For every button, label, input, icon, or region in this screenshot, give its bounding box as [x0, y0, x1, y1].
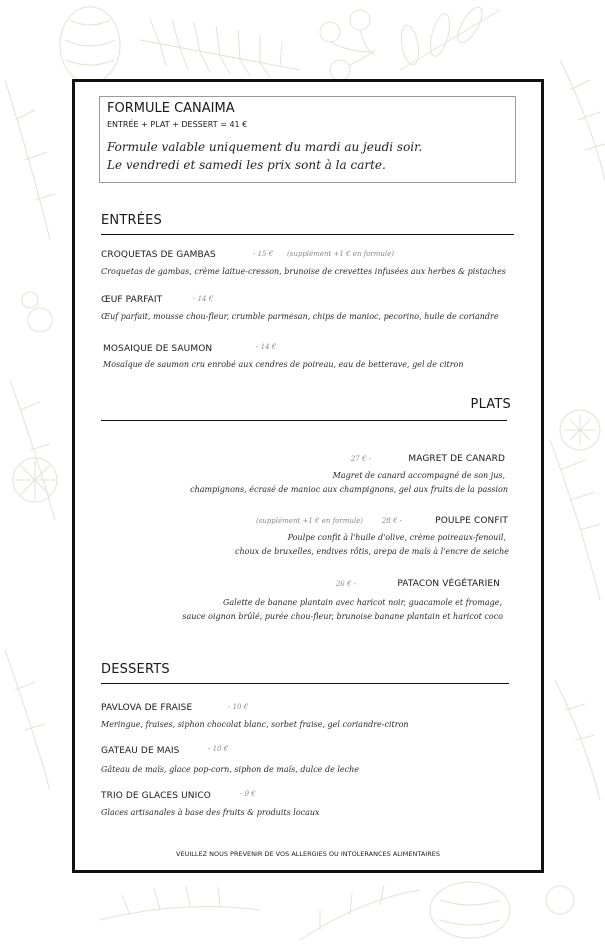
item-name: TRIO DE GLACES UNICO	[101, 791, 211, 801]
pinecone-icon	[60, 7, 120, 83]
item-price: - 9 €	[240, 790, 256, 798]
formule-title: FORMULE CANAIMA	[107, 101, 235, 116]
item-name: MAGRET DE CANARD	[408, 454, 505, 464]
fern-icon	[140, 19, 300, 77]
berries-icon	[320, 10, 375, 80]
item-price: - 14 €	[193, 295, 214, 303]
formule-note-line2: Le vendredi et samedi les prix sont à la carte.	[107, 158, 386, 172]
formule-box	[99, 96, 516, 183]
item-description-line2: sauce oignon brûlé, purée chou-fleur, brunoise banane plantain et haricot coco	[182, 612, 503, 621]
item-description-line2: champignons, écrasé de manioc aux champignons, gel aux fruits de la passion	[190, 485, 508, 494]
item-description-line1: Magret de canard accompagné de son jus,	[332, 471, 505, 480]
menu-frame	[72, 79, 544, 873]
item-name: MOSAIQUE DE SAUMON	[103, 344, 213, 354]
item-price: - 14 €	[256, 343, 277, 351]
item-name: PATACON VÉGÉTARIEN	[397, 579, 500, 589]
formule-subtitle: ENTRÉE + PLAT + DESSERT = 41 €	[107, 120, 248, 129]
item-price: 26 € -	[335, 580, 356, 588]
item-price: 27 € -	[350, 455, 371, 463]
item-name: GATEAU DE MAIS	[101, 746, 180, 756]
item-description: Gâteau de maïs, glace pop-corn, siphon de maïs, dulce de leche	[101, 765, 360, 774]
section-title-plats: PLATS	[470, 397, 511, 412]
item-name: ŒUF PARFAIT	[101, 295, 163, 305]
formule-note-line1: Formule valable uniquement du mardi au jeudi soir.	[107, 140, 423, 154]
leaves-icon	[399, 4, 500, 70]
divider	[101, 234, 514, 235]
section-title-desserts: DESSERTS	[101, 662, 170, 677]
item-price: - 10 €	[228, 703, 249, 711]
item-name: CROQUETAS DE GAMBAS	[101, 250, 216, 260]
item-description: Glaces artisanales à base des fruits & produits locaux	[101, 808, 320, 817]
item-description: Meringue, fraises, siphon chocolat blanc, sorbet fraise, gel coriandre-citron	[101, 720, 409, 729]
item-price: 28 € -	[381, 517, 402, 525]
item-description-line1: Galette de banane plantain avec haricot noir, guacamole et fromage,	[223, 598, 502, 607]
item-description: Œuf parfait, mousse chou-fleur, crumble parmesan, chips de manioc, pecorino, huile de coriandre	[101, 312, 499, 321]
item-supplement: (supplément +1 € en formule)	[255, 517, 363, 525]
item-price: - 10 €	[208, 745, 229, 753]
allergy-note: VEUILLEZ NOUS PREVENIR DE VOS ALLERGIES OU INTOLERANCES ALIMENTAIRES	[176, 850, 440, 858]
item-description-line2: choux de bruxelles, endives rôtis, arepa de maïs à l'encre de seiche	[235, 547, 509, 556]
item-name: PAVLOVA DE FRAISE	[101, 703, 193, 713]
item-description-line1: Poulpe confit à l'huile d'olive, crème poireaux-fenouil,	[287, 533, 506, 542]
item-price: - 15 €	[253, 250, 274, 258]
section-title-entrees: ENTRÉES	[101, 213, 162, 228]
item-name: POULPE CONFIT	[435, 516, 508, 526]
divider	[101, 420, 507, 421]
item-description: Croquetas de gambas, crème laitue-cresson, brunoise de crevettes infusées aux herbes & pistaches	[101, 267, 506, 276]
divider	[101, 683, 509, 684]
item-description: Mosaïque de saumon cru enrobé aux cendres de poireau, eau de betterave, gel de citron	[103, 360, 464, 369]
item-supplement: (supplément +1 € en formule)	[287, 250, 395, 258]
